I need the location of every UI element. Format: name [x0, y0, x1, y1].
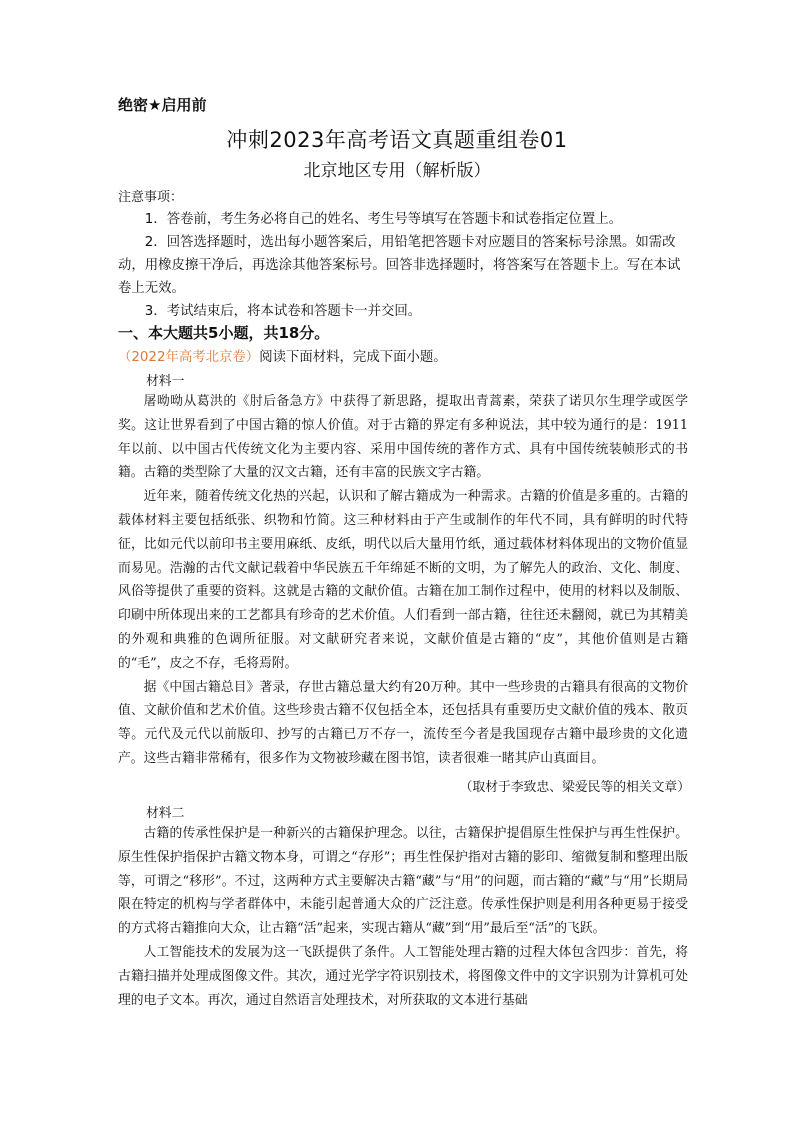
paragraph: 古籍的传承性保护是一种新兴的古籍保护理念。以往，古籍保护提倡原生性保护与再生性保护。原生性保护指保护古籍文物本身，可谓之“存形”；再生性保护指对古籍的影印、缩微复制和整理出版等，可谓之“移形”。不过，这两种方式主要解决古籍“藏”与“用”的问题，而古籍的“藏”与“用”长期局限在特定的机构与学者群体中，未能引起普通大众的广泛注意。传承性保护则是利用各种更易于接受的方式将古籍推向大众，让古籍“活”起来，实现古籍从“藏”到“用”最后至“活”的飞跃。 — [118, 826, 688, 937]
material-1-label: 材料一 — [146, 374, 185, 389]
paragraph: 据《中国古籍总目》著录，存世古籍总量大约有20万种。其中一些珍贵的古籍具有很高的文物价值、文献价值和艺术价值。这些珍贵古籍不仅包括全本，还包括具有重要历史文献价值的残本、散页等。元代及元代以前版印、抄写的古籍已万不存一，流传至今者是我国现存古籍中最珍贵的文化遗产。这些古籍非常稀有，很多作为文物被珍藏在图书馆，读者很难一睹其庐山真面目。 — [118, 679, 688, 766]
material-1-citation: （取材于李致忠、梁爱民等的相关文章） — [459, 780, 690, 795]
page-subtitle: 北京地区专用（解析版） — [303, 161, 491, 181]
paragraph: 人工智能技术的发展为这一飞跃提供了条件。人工智能处理古籍的过程大体包含四步：首先，将古籍扫描并处理成图像文件。其次，通过光学字符识别技术，将图像文件中的文字识别为计算机可处理的电子文本。再次，通过自然语言处理技术，对所获取的文本进行基础 — [118, 944, 688, 1008]
material-1-body — [118, 390, 688, 771]
page-title: 冲刺2023年高考语文真题重组卷01 — [226, 128, 568, 152]
notes-item: 2．回答选择题时，选出每小题答案后，用铅笔把答题卡对应题目的答案标号涂黑。如需改动，用橡皮擦干净后，再选涂其他答案标号。回答非选择题时，将答案写在答题卡上。写在本试卷上无效。 — [118, 235, 681, 296]
paragraph: 近年来，随着传统文化热的兴起，认识和了解古籍成为一种需求。古籍的价值是多重的。古籍的载体材料主要包括纸张、织物和竹简。这三种材料由于产生或制作的年代不同，具有鲜明的时代特征，比如元代以前印书主要用麻纸、皮纸，明代以后大量用竹纸，通过载体材料体现出的文物价值显而易见。浩瀚的古代文献记载着中华民族五千年绵延不断的文明，为了解先人的政治、文化、制度、风俗等提供了重要的资料。这就是古籍的文献价值。古籍在加工制作过程中，使用的材料以及制版、印刷中所体现出来的工艺都具有珍奇的艺术价值。人们看到一部古籍，往往还未翻阅，就已为其精美的外观和典雅的色调所征服。对文献研究者来说，文献价值是古籍的“皮”，其他价值则是古籍的“毛”，皮之不存，毛将焉附。 — [118, 489, 688, 671]
notes-heading: 注意事项： — [118, 190, 184, 205]
notes-item: 1．答卷前，考生务必将自己的姓名、考生号等填写在答题卡和试卷指定位置上。 — [144, 212, 622, 227]
material-2-body — [118, 822, 688, 1012]
source-tag: （2022年高考北京卷） — [118, 350, 260, 365]
material-2-label: 材料二 — [146, 806, 185, 821]
section-lead — [118, 346, 688, 365]
confidential-label: 绝密★启用前 — [118, 96, 207, 114]
section-instruction: 阅读下面材料，完成下面小题。 — [259, 350, 447, 365]
paragraph: 屠呦呦从葛洪的《肘后备急方》中获得了新思路，提取出青蒿素，荣获了诺贝尔生理学或医学奖。这让世界看到了中国古籍的惊人价值。对于古籍的界定有多种说法，其中较为通行的是：1911年以前、以中国古代传统文化为主要内容、采用中国传统的著作方式、具有中国传统装帧形式的书籍。古籍的类型除了大量的汉文古籍，还有丰富的民族文字古籍。 — [118, 394, 688, 481]
notes-list — [118, 208, 688, 323]
section-heading: 一、本大题共5小题，共18分。 — [118, 324, 330, 342]
notes-item: 3．考试结束后，将本试卷和答题卡一并交回。 — [144, 304, 422, 319]
